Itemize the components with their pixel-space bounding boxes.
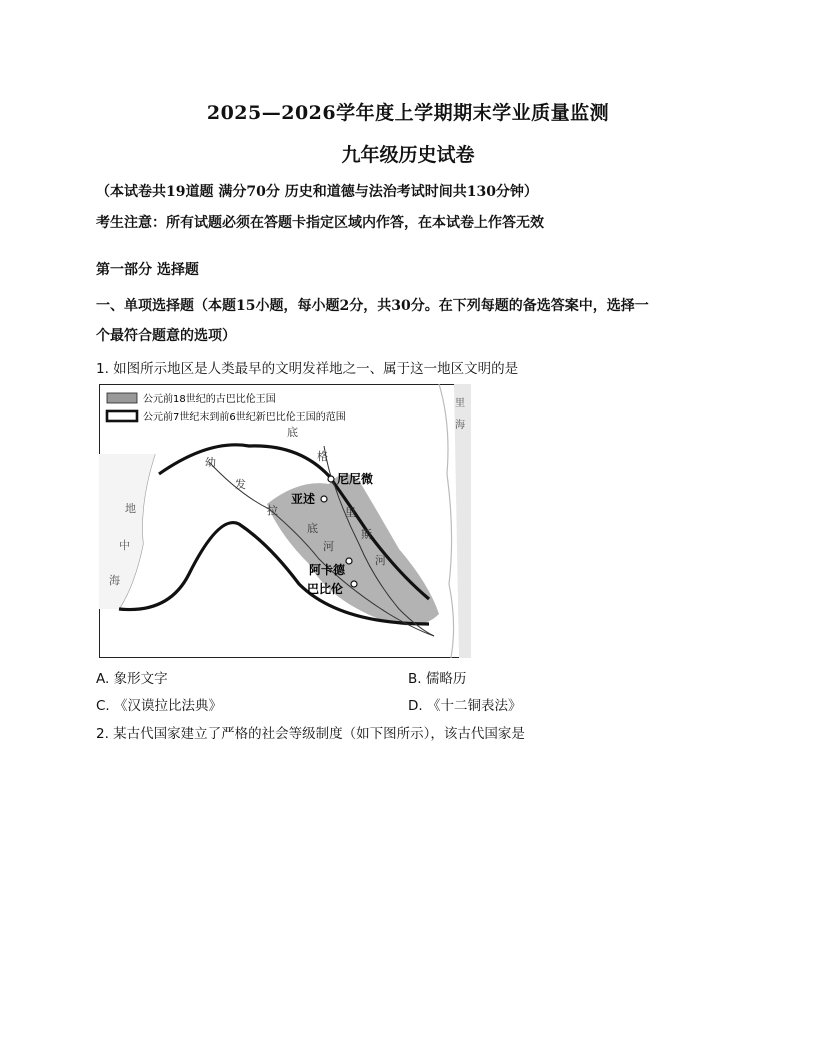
question-2-text: 2. 某古代国家建立了严格的社会等级制度（如下图所示），该古代国家是 [96,726,525,742]
sea-char-1: 地 [125,502,136,515]
section-instruction-1: 一、单项选择题（本题15小题，每小题2分，共30分。在下列每题的备选答案中，选择一 [96,298,649,314]
option-b[interactable] [408,667,466,687]
exam-notice: 考生注意：所有试题必须在答题卡指定区域内作答，在本试卷上作答无效 [96,215,544,231]
option-c[interactable] [96,694,222,714]
river-char-8: 拉 [267,504,278,517]
river-char-5: 河 [375,554,386,567]
option-a-text: 象形文字 [113,671,168,687]
option-c-text: 《汉谟拉比法典》 [114,698,223,714]
question-1-text: 1. 如图所示地区是人类最早的文明发祥地之一、属于这一地区文明的是 [96,361,519,377]
river-char-6: 幼 [205,456,216,469]
river-char-4: 斯 [361,528,372,541]
exam-subtitle: 九年级历史试卷 [341,144,475,166]
legend-old-babylon: 公元前18世纪的古巴比伦王国 [143,394,276,405]
section-instruction-2: 个最符合题意的选项） [96,328,236,344]
city-assur: 亚述 [291,492,316,506]
legend-neo-babylon: 公元前7世纪末到前6世纪新巴比伦王国的范围 [143,412,346,423]
mesopotamia-map [99,384,471,658]
sea-char-2: 中 [119,539,130,552]
sea-char-3: 海 [109,574,120,587]
corner-char-2: 海 [455,420,465,431]
option-b-text: 儒略历 [425,671,467,687]
option-d-letter: D. [408,698,423,714]
river-char-9: 底 [307,522,318,535]
option-b-letter: B. [408,671,422,687]
exam-title: 2025—2026学年度上学期期末学业质量监测 [206,102,610,124]
city-akkad: 阿卡德 [309,563,346,577]
exam-info: （本试卷共19道题 满分70分 历史和道德与法治考试时间共130分钟） [96,184,538,200]
river-char-10: 河 [323,540,334,553]
city-babylon: 巴比伦 [307,582,344,596]
city-nineveh: 尼尼微 [337,472,374,486]
river-char-7: 发 [235,478,246,491]
river-char-1: 底 [287,426,298,439]
section-part: 第一部分 选择题 [96,262,199,278]
option-a[interactable] [96,667,168,687]
option-c-letter: C. [96,698,110,714]
option-a-letter: A. [96,671,110,687]
option-d-text: 《十二铜表法》 [426,698,522,714]
river-char-3: 里 [345,506,356,519]
river-char-2: 格 [317,450,328,463]
option-d[interactable] [408,694,521,714]
corner-char-1: 里 [455,398,465,409]
